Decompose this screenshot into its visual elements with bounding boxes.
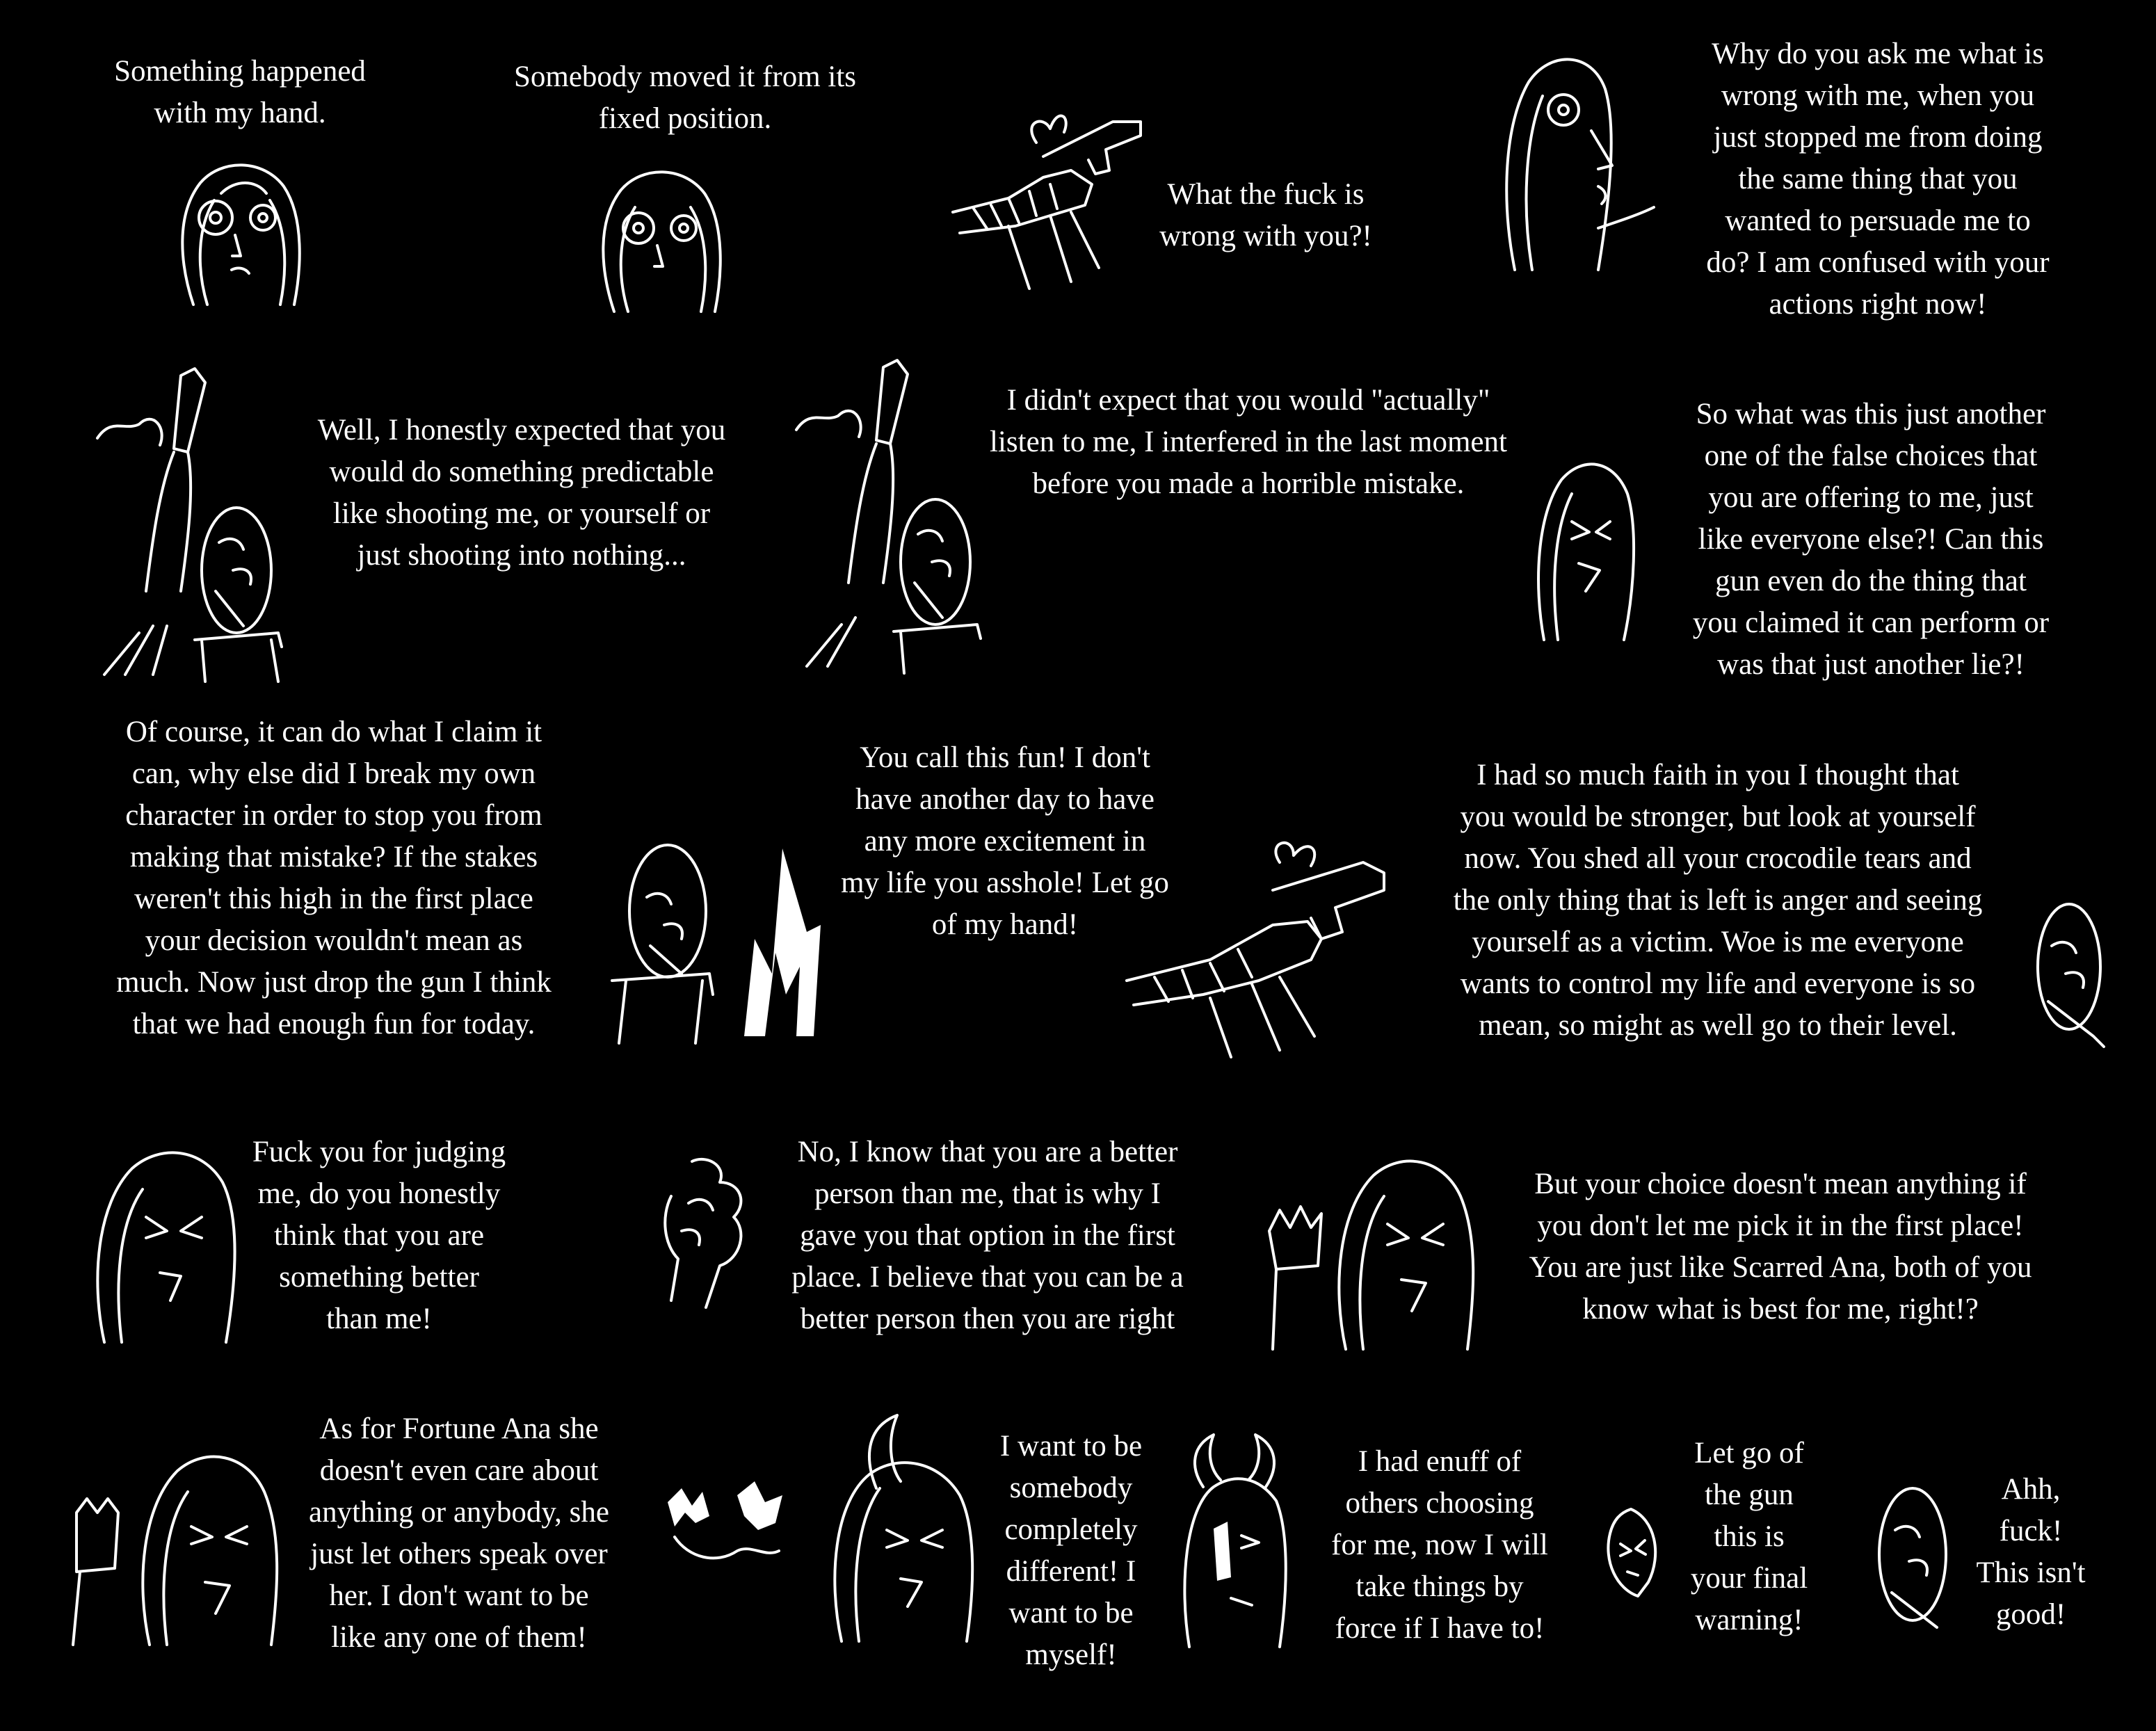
girl-raised-fist-drawing bbox=[66, 1443, 289, 1652]
girl-shocked-face-drawing bbox=[166, 152, 312, 312]
girl-side-profile-drawing bbox=[1494, 47, 1661, 284]
hands-holding-gun-drawing bbox=[932, 94, 1155, 296]
speech-text: But your choice doesn't mean anything if you don't let me pick it in the first place! You are just like Scarred Ana, both of you know what is best for me, right!? bbox=[1529, 1168, 2032, 1326]
speech-text: Something happened with my hand. bbox=[114, 55, 366, 129]
small-face-drawing bbox=[1600, 1506, 1662, 1600]
face-mask-drawing bbox=[2031, 897, 2114, 1050]
speech-text: What the fuck is wrong with you?! bbox=[1159, 178, 1372, 252]
speech-text: Let go of the gun this is your final warning! bbox=[1690, 1437, 1808, 1636]
hand-raising-gun-with-face-drawing bbox=[83, 362, 292, 682]
splatter-drawing bbox=[661, 1474, 793, 1572]
face-and-flame-drawing bbox=[598, 835, 828, 1050]
speech-text: I had enuff of others choosing for me, now I will take things by force if I have to! bbox=[1331, 1445, 1548, 1645]
speech-text: So what was this just another one of the false choices that you are offering to me, just like everyone else?! Can this gun even do the thing that you claimed it can perform or was that just another lie?! bbox=[1692, 398, 2050, 681]
girl-raised-hand-drawing bbox=[1262, 1148, 1485, 1356]
girl-shocked-face-drawing bbox=[586, 159, 732, 319]
speech-text: I want to be somebody completely different! I want to be myself! bbox=[999, 1430, 1143, 1671]
speech-text: I had so much faith in you I thought that you would be stronger, but look at yourself now. You shed all your crocodile tears and the only thing that is left is anger and seeing yourself as a victim. Woe is me everyone wants to control my life and everyone is so mean, so might as well go to their level. bbox=[1453, 759, 1983, 1042]
speech-text: You call this fun! I don't have another day to have any more excitement in my life you asshole! Let go of my hand! bbox=[841, 741, 1169, 941]
speech-text: Of course, it can do what I claim it can, why else did I break my own character in order to stop you from making that mistake? If the stakes weren't this high in the first place your decision wouldn't mean as much. Now just drop the gun I think that we had enough fun for today. bbox=[116, 716, 552, 1040]
speech-text: Somebody moved it from its fixed position. bbox=[513, 61, 857, 135]
speech-text: Ahh, fuck! This isn't good! bbox=[1976, 1473, 2086, 1631]
speech-text: As for Fortune Ana she doesn't even care about anything or anybody, she just let others speak over her. I don't want to be like any one of them! bbox=[309, 1412, 609, 1654]
face-mask-drawing bbox=[1871, 1481, 1954, 1634]
face-mask-drawing bbox=[650, 1154, 755, 1314]
speech-text: Fuck you for judging me, do you honestly think that you are something better than me! bbox=[252, 1136, 506, 1335]
speech-text: Well, I honestly expected that you would do something predictable like shooting me, or yourself or just shooting into nothing... bbox=[317, 414, 726, 572]
horned-demon-face-drawing bbox=[1175, 1431, 1294, 1654]
speech-text: Why do you ask me what is wrong with me, when you just stopped me from doing the same thing that you wanted to persuade me to do? I am confused with your actions right now! bbox=[1706, 38, 2050, 321]
speech-text: No, I know that you are a better person than me, that is why I gave you that option in the first place. I believe that you can be a better person then you are right bbox=[791, 1136, 1184, 1335]
speech-text: I didn't expect that you would "actually" listen to me, I interfered in the last moment before you made a horrible mistake. bbox=[990, 384, 1507, 500]
